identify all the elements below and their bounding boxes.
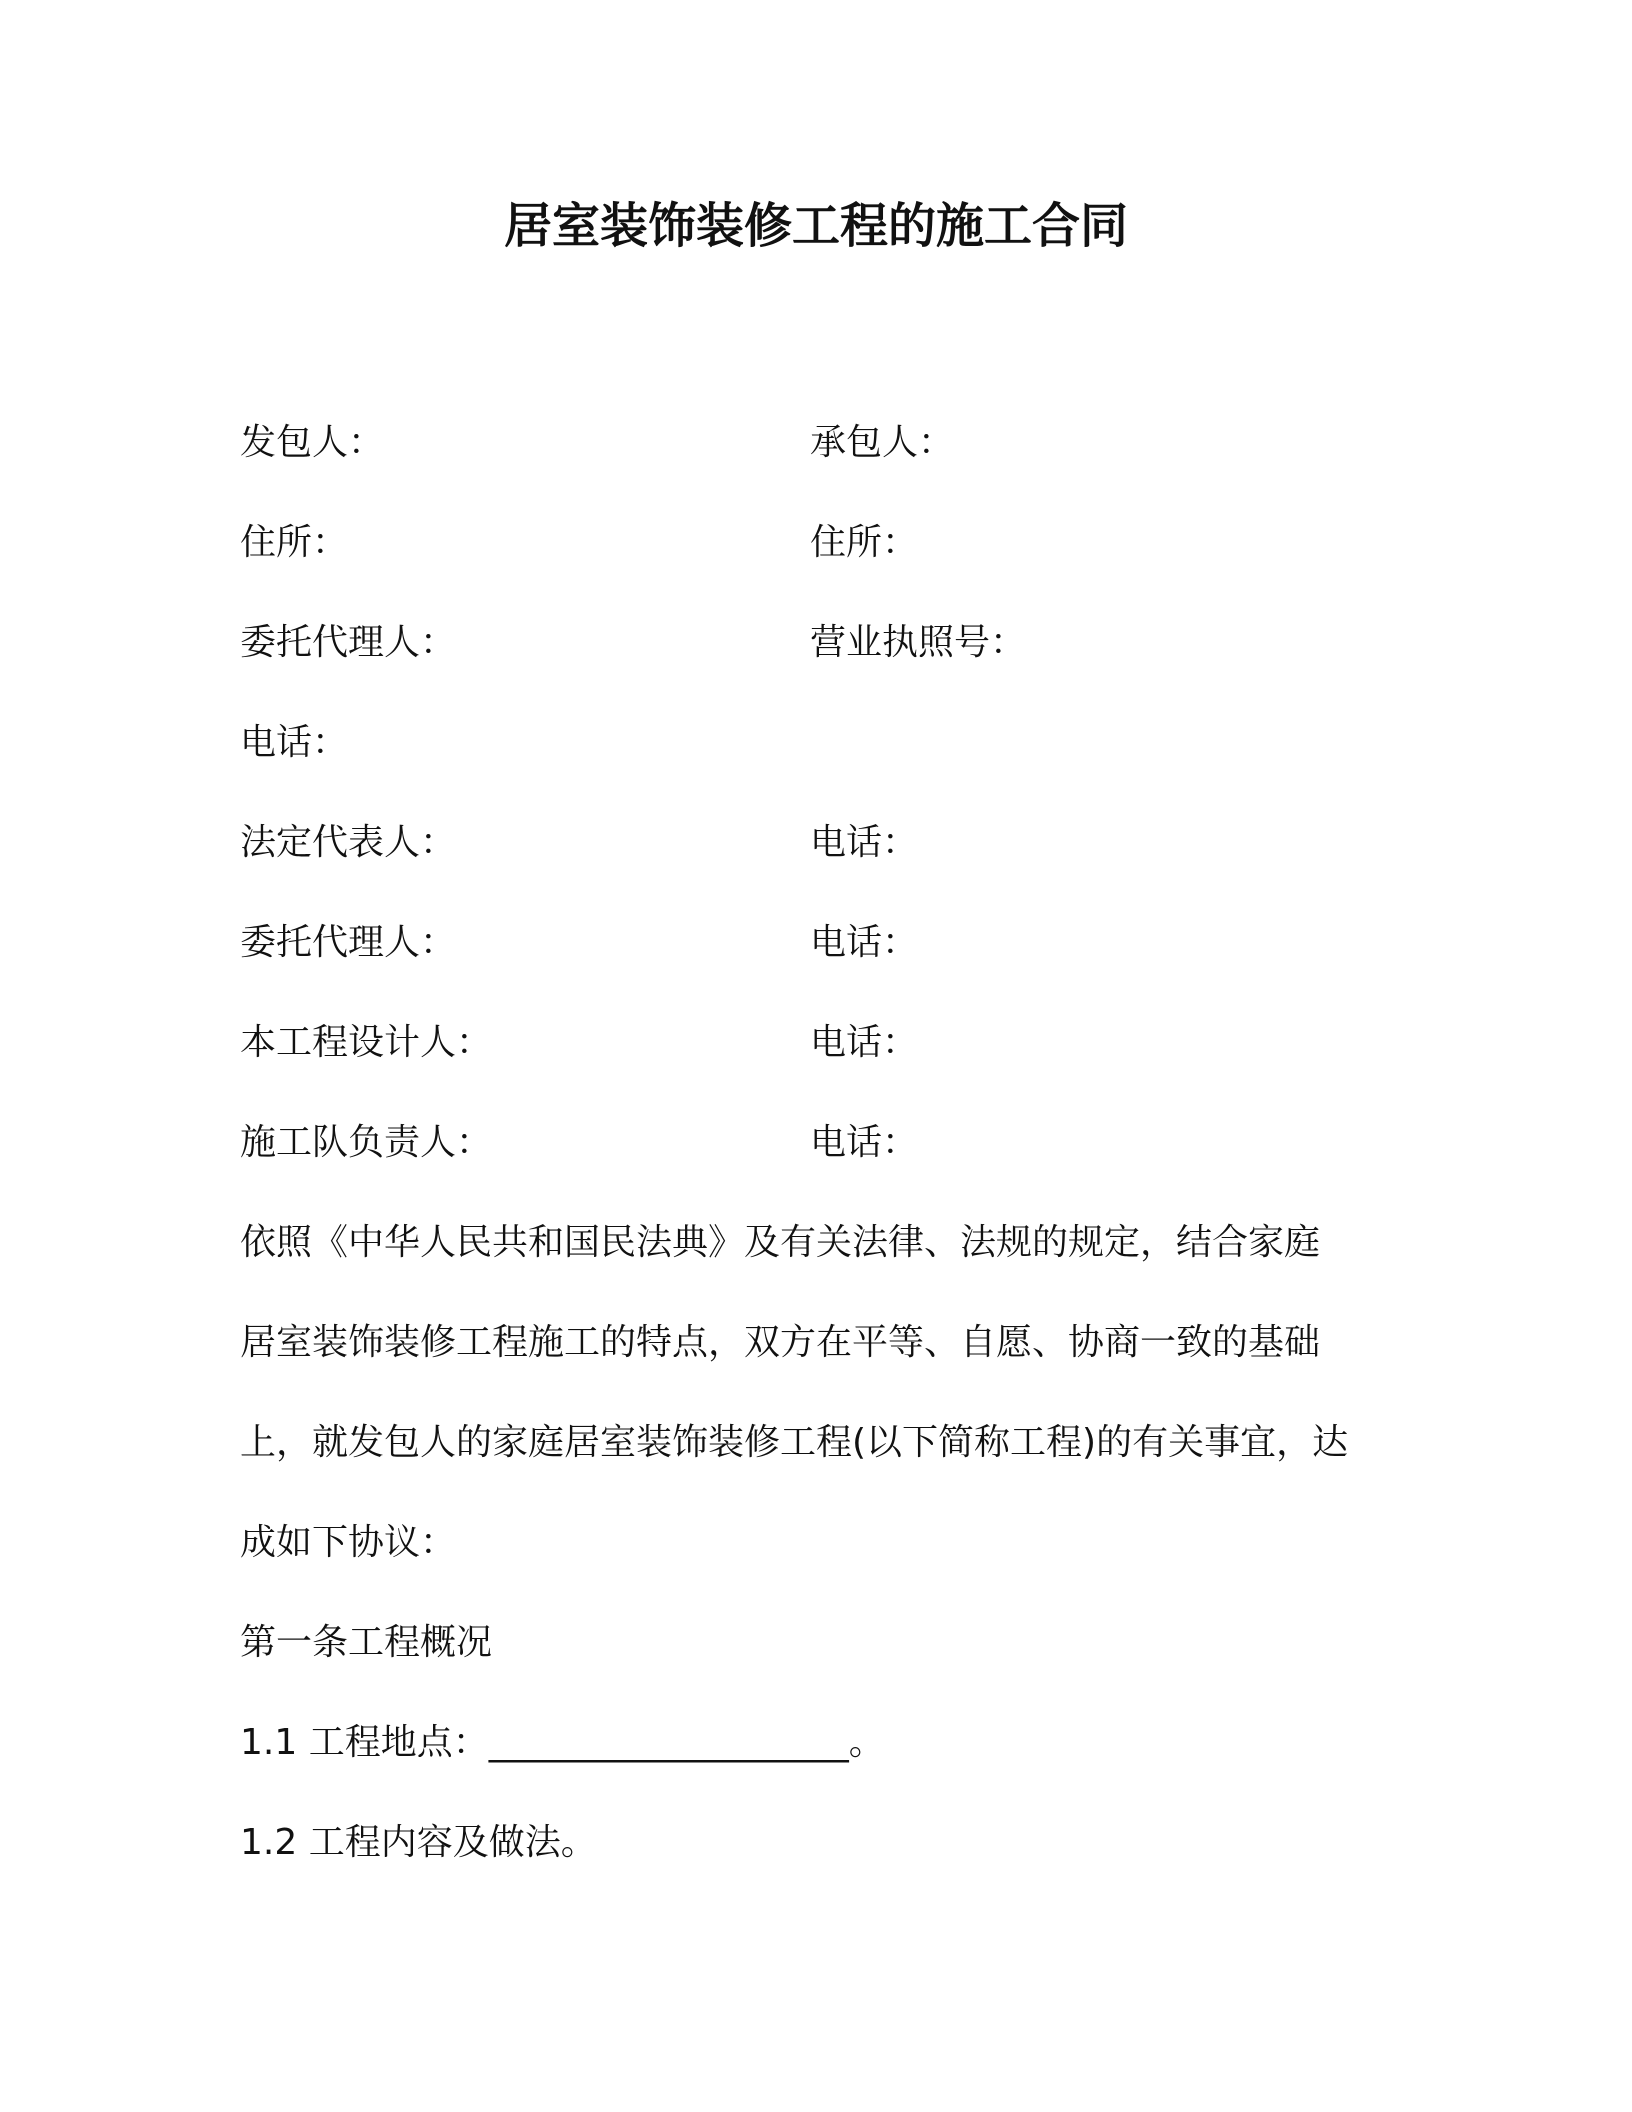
article-heading: 第一条工程概况 [240,1622,493,1663]
party-label-left: 施工队负责人： [240,1122,493,1163]
party-label-right: 电话： [810,822,919,863]
party-label-left: 发包人： [240,422,385,463]
party-label-right: 住所： [810,522,919,563]
preamble-line: 依照《中华人民共和国民法典》及有关法律、法规的规定，结合家庭 [240,1222,1321,1263]
party-label-left: 本工程设计人： [240,1022,493,1063]
preamble-line: 上，就发包人的家庭居室装饰装修工程(以下简称工程)的有关事宜，达 [240,1422,1349,1463]
clause-1-1: 1.1 工程地点：____________________。 [240,1722,885,1763]
document-title: 居室装饰装修工程的施工合同 [503,198,1128,254]
party-label-left: 委托代理人： [240,622,457,663]
party-label-left: 法定代表人： [240,822,457,863]
party-label-right: 电话： [810,1122,919,1163]
party-label-right: 营业执照号： [810,622,1027,663]
party-label-left: 委托代理人： [240,922,457,963]
party-label-right: 承包人： [810,422,955,463]
preamble-line: 居室装饰装修工程施工的特点，双方在平等、自愿、协商一致的基础 [240,1322,1321,1363]
party-label-left: 电话： [240,722,349,763]
preamble-line: 成如下协议： [240,1522,457,1563]
clause-1-2: 1.2 工程内容及做法。 [240,1822,597,1863]
party-label-right: 电话： [810,922,919,963]
party-label-right: 电话： [810,1022,919,1063]
party-label-left: 住所： [240,522,349,563]
